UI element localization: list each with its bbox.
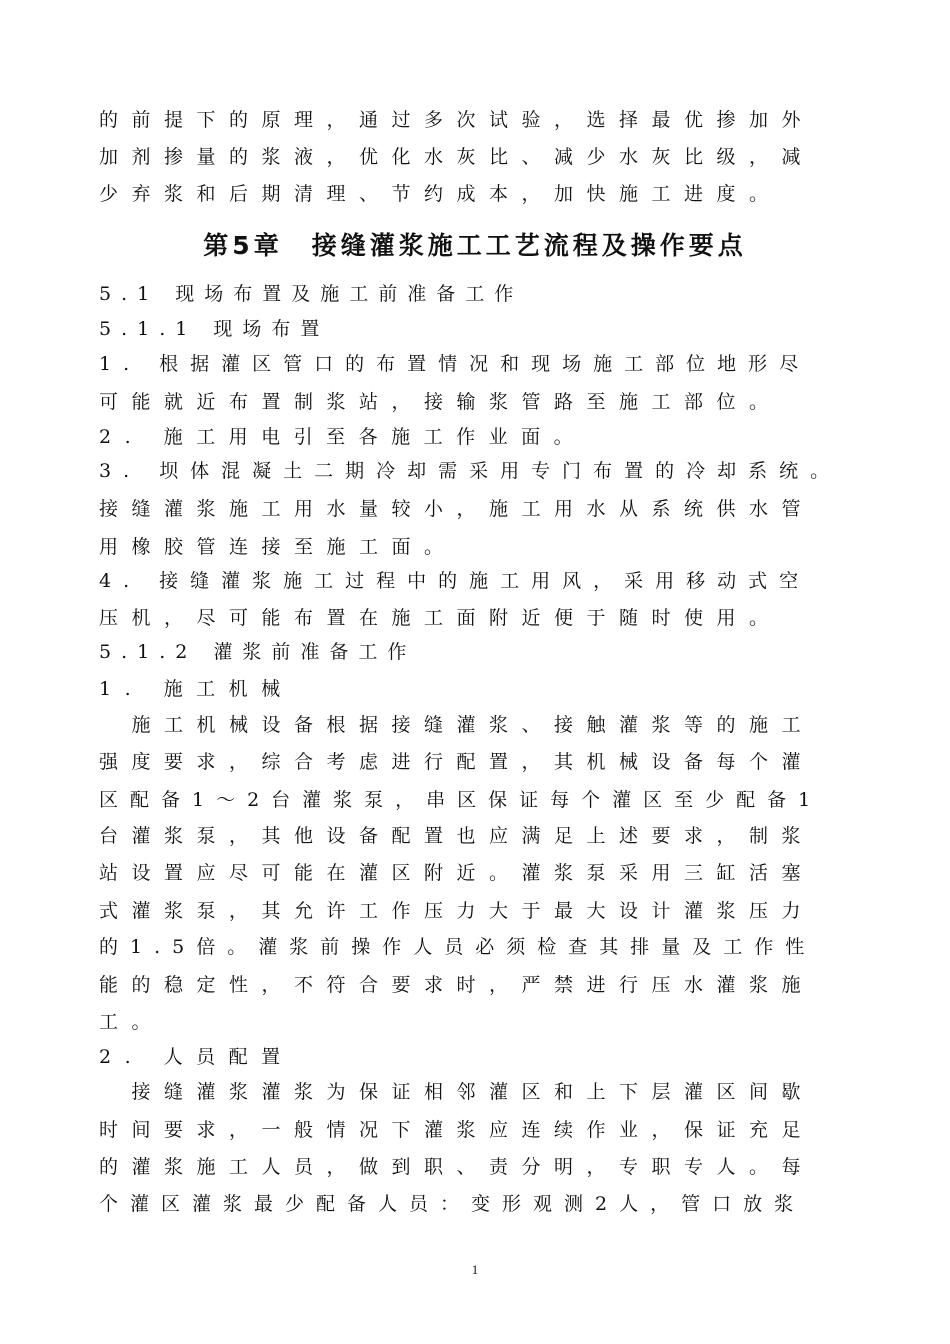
paragraph-line: 时间要求，一般情况下灌浆应连续作业，保证充足: [99, 1119, 815, 1141]
subsection-heading: 5.1.2 灌浆前准备工作: [99, 641, 417, 663]
paragraph-line: 个灌区灌浆最少配备人员：变形观测2人，管口放浆: [99, 1193, 806, 1215]
list-item: 1. 根据灌区管口的布置情况和现场施工部位地形尽: [99, 353, 811, 375]
subsection-heading: 5.1.1 现场布置: [99, 318, 330, 340]
list-item: 4. 接缝灌浆施工过程中的施工用风，采用移动式空: [99, 570, 811, 592]
paragraph-line: 式灌浆泵，其允许工作压力大于最大设计灌浆压力: [99, 900, 815, 922]
paragraph-line: 用橡胶管连接至施工面。: [99, 536, 457, 558]
paragraph-line: 接缝灌浆施工用水量较小，施工用水从系统供水管: [99, 498, 815, 520]
list-item: 2. 人员配置: [99, 1046, 294, 1068]
list-item: 3. 坝体混凝土二期冷却需采用专门布置的冷却系统。: [99, 460, 842, 482]
paragraph-line: 少弃浆和后期清理、节约成本，加快施工进度。: [99, 183, 782, 205]
paragraph-line: 台灌浆泵，其他设备配置也应满足上述要求，制浆: [99, 825, 815, 847]
paragraph-line: 工。: [99, 1011, 165, 1033]
paragraph-line: 接缝灌浆灌浆为保证相邻灌区和上下层灌区间歇: [99, 1081, 815, 1103]
paragraph-line: 可能就近布置制浆站，接输浆管路至施工部位。: [99, 391, 782, 413]
paragraph-line: 的前提下的原理，通过多次试验，选择最优掺加外: [99, 109, 815, 131]
list-item: 2. 施工用电引至各施工作业面。: [99, 426, 587, 448]
paragraph-line: 施工机械设备根据接缝灌浆、接触灌浆等的施工: [99, 714, 815, 736]
paragraph-line: 强度要求，综合考虑进行配置，其机械设备每个灌: [99, 751, 815, 773]
paragraph-line: 区配备1～2台灌浆泵，串区保证每个灌区至少配备1: [99, 789, 823, 811]
paragraph-line: 站设置应尽可能在灌区附近。灌浆泵采用三缸活塞: [99, 862, 815, 884]
chapter-title: 第5章 接缝灌浆施工工艺流程及操作要点: [203, 231, 747, 260]
page-number: 1: [471, 1262, 479, 1277]
section-heading: 5.1 现场布置及施工前准备工作: [99, 283, 524, 305]
paragraph-line: 的1.5倍。灌浆前操作人员必须检查其排量及工作性: [99, 936, 817, 958]
list-item: 1. 施工机械: [99, 678, 294, 700]
paragraph-line: 加剂掺量的浆液，优化水灰比、减少水灰比级，减: [99, 146, 815, 168]
paragraph-line: 的灌浆施工人员，做到职、责分明，专职专人。每: [99, 1156, 815, 1178]
paragraph-line: 能的稳定性，不符合要求时，严禁进行压水灌浆施: [99, 974, 815, 996]
paragraph-line: 压机，尽可能布置在施工面附近便于随时使用。: [99, 607, 782, 629]
